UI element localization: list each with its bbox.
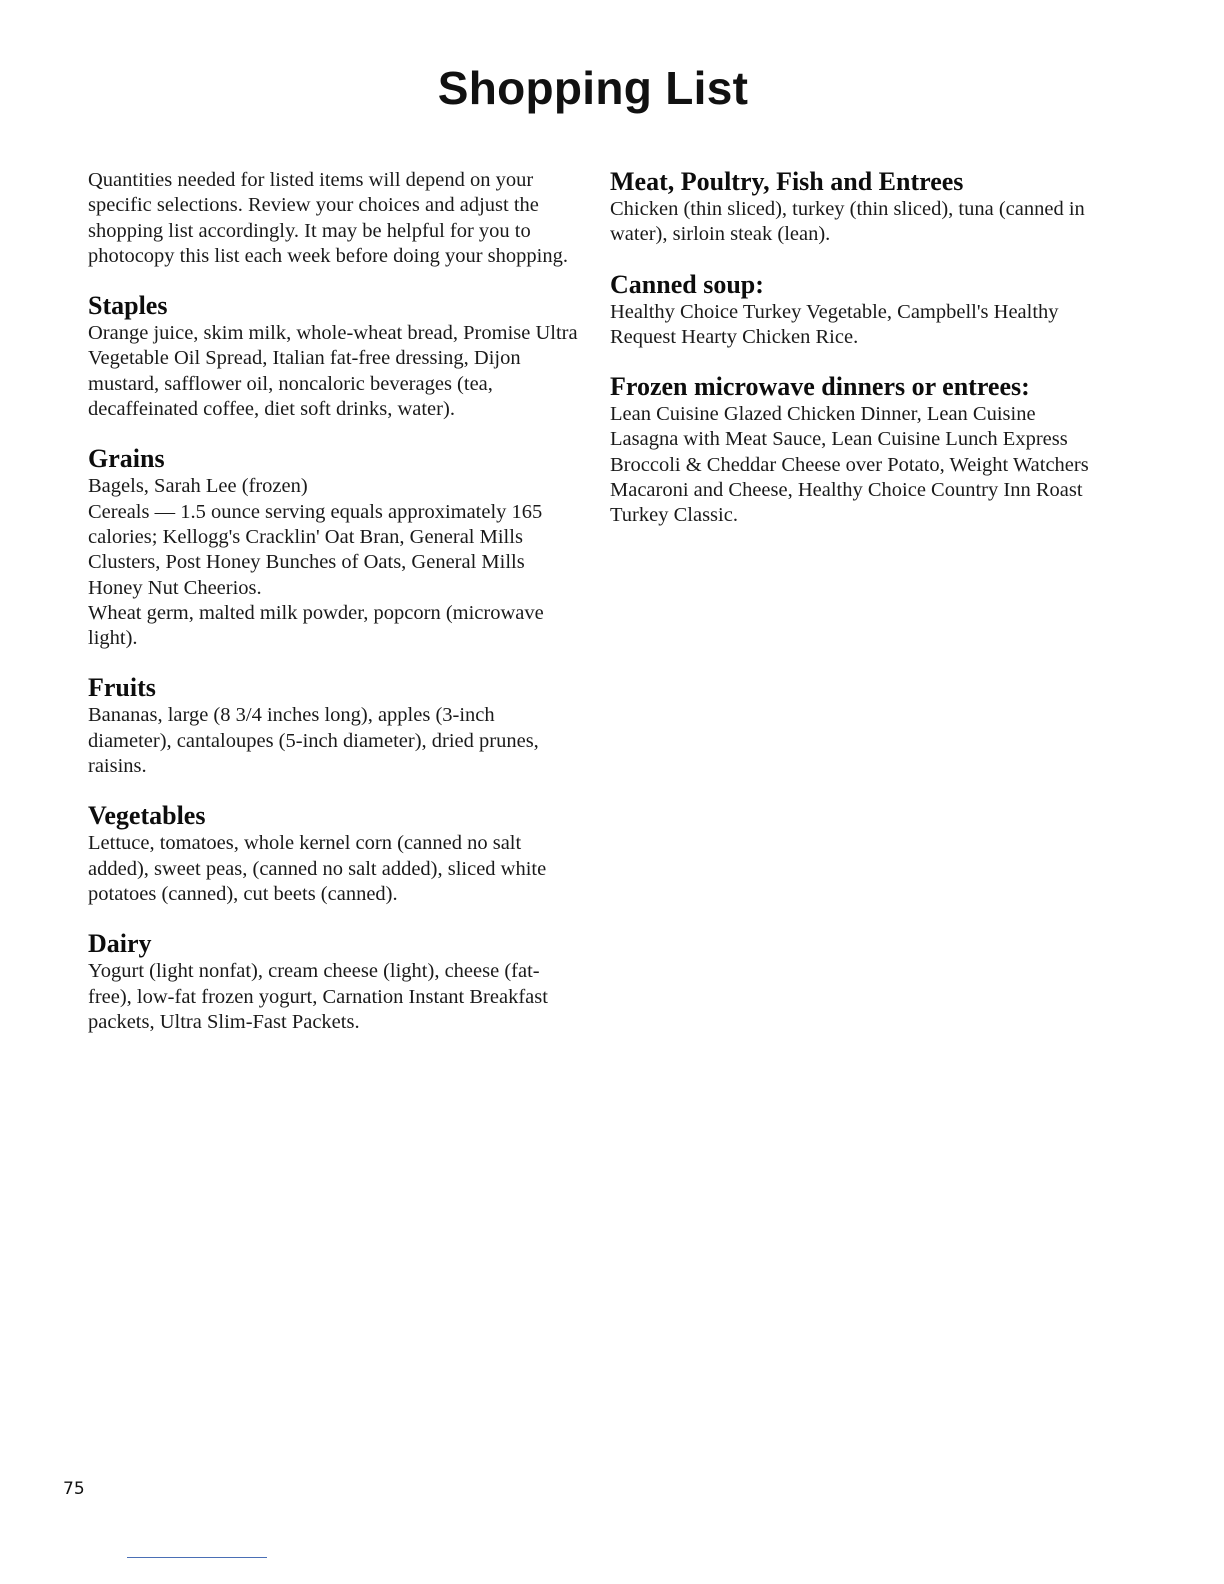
page-number: 75 xyxy=(63,1479,85,1499)
section-vegetables xyxy=(88,801,578,907)
section-staples xyxy=(88,291,578,422)
section-text: Bananas, large (8 3/4 inches long), apples (3-inch diameter), cantaloupes (5-inch diameter), dried prunes, raisins. xyxy=(88,704,539,778)
section-text: Cereals — 1.5 ounce serving equals approximately 165 calories; Kellogg's Cracklin' Oat Bran, General Mills Clusters, Post Honey Bunches of Oats, General Mills Honey Nut Cheerios. xyxy=(88,500,543,599)
section-text: Yogurt (light nonfat), cream cheese (light), cheese (fat-free), low-fat frozen yogurt, Carnation Instant Breakfast packets, Ultra Slim-Fast Packets. xyxy=(88,960,548,1033)
section-heading: Canned soup: xyxy=(610,269,764,299)
section-heading: Staples xyxy=(88,291,168,321)
left-column xyxy=(88,168,578,1035)
section-text: Healthy Choice Turkey Vegetable, Campbell's Healthy Request Hearty Chicken Rice. xyxy=(610,300,1059,348)
section-canned-soup xyxy=(610,270,1100,351)
section-heading: Dairy xyxy=(88,929,152,959)
footer-rule xyxy=(127,1557,267,1558)
section-grains xyxy=(88,444,578,651)
section-heading: Vegetables xyxy=(88,801,206,831)
section-heading: Grains xyxy=(88,444,165,474)
section-text: Wheat germ, malted milk powder, popcorn (microwave light). xyxy=(88,601,544,650)
section-heading: Meat, Poultry, Fish and Entrees xyxy=(610,167,964,196)
section-dairy xyxy=(88,929,578,1035)
section-text: Lean Cuisine Glazed Chicken Dinner, Lean Cuisine Lasagna with Meat Sauce, Lean Cuisine Lunch Express Broccoli & Cheddar Cheese over Potato, Weight Watchers Macaroni and Cheese, Healthy Choice Country Inn Roast Turkey Classic. xyxy=(610,403,1089,527)
section-fruits xyxy=(88,673,578,779)
right-column xyxy=(610,167,1100,529)
section-text: Lettuce, tomatoes, whole kernel corn (canned no salt added), sweet peas, (canned no salt added), sliced white potatoes (canned), cut beets (canned). xyxy=(88,832,547,905)
section-meat-poultry-fish xyxy=(610,167,1100,248)
section-text: Orange juice, skim milk, whole-wheat bread, Promise Ultra Vegetable Oil Spread, Italian fat-free dressing, Dijon mustard, safflower oil, noncaloric beverages (tea, decaffeinated coffee, diet soft drinks, water). xyxy=(88,322,578,421)
section-text: Bagels, Sarah Lee (frozen) xyxy=(88,475,308,498)
intro-paragraph: Quantities needed for listed items will depend on your specific selections. Review your choices and adjust the shopping list accordingly. It may be helpful for you to photocopy this list each week before doing your shopping. xyxy=(88,169,568,267)
section-heading: Frozen microwave dinners or entrees: xyxy=(610,372,1030,402)
section-heading: Fruits xyxy=(88,673,156,703)
section-frozen-dinners xyxy=(610,372,1100,528)
page-title: Shopping List xyxy=(437,62,749,114)
section-text: Chicken (thin sliced), turkey (thin sliced), tuna (canned in water), sirloin steak (lean). xyxy=(610,198,1085,246)
